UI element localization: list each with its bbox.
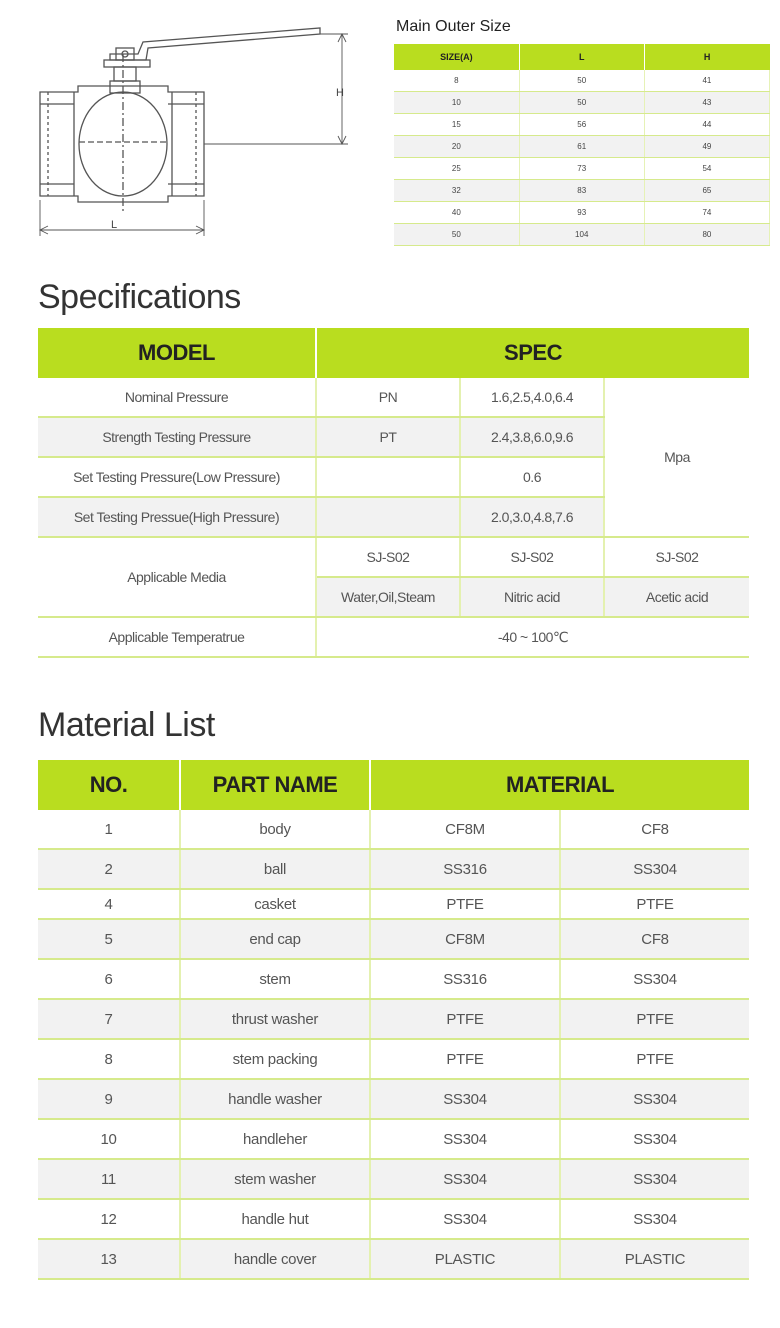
ball-valve-drawing [18, 14, 368, 244]
set-low-pressure-label: Set Testing Pressure(Low Pressure) [38, 457, 316, 497]
material-row [38, 1159, 749, 1199]
material-header-no: NO. [38, 760, 180, 810]
outer-size-header-size: SIZE(A) [394, 44, 519, 70]
outer-size-row [394, 114, 770, 136]
material-header-row [38, 760, 749, 810]
material-row [38, 999, 749, 1039]
spec-header-spec: SPEC [316, 328, 749, 378]
part-name: handleher [180, 1119, 370, 1159]
material-b: SS304 [560, 1079, 749, 1119]
outer-size-title: Main Outer Size [396, 18, 511, 35]
material-a: SS316 [370, 849, 560, 889]
size-cell: 25 [394, 158, 519, 180]
outer-size-header-row [394, 44, 770, 70]
part-name: stem packing [180, 1039, 370, 1079]
nominal-pressure-code: PN [316, 378, 460, 417]
h-cell: 44 [644, 114, 769, 136]
part-no: 5 [38, 919, 180, 959]
material-row [38, 1079, 749, 1119]
media-value-3: Acetic acid [604, 577, 749, 617]
size-cell: 20 [394, 136, 519, 158]
l-cell: 56 [519, 114, 644, 136]
set-high-pressure-value: 2.0,3.0,4.8,7.6 [460, 497, 604, 537]
l-cell: 61 [519, 136, 644, 158]
material-row [38, 1039, 749, 1079]
media-model-2: SJ-S02 [460, 537, 604, 577]
material-row [38, 1239, 749, 1279]
material-row [38, 849, 749, 889]
l-cell: 50 [519, 92, 644, 114]
part-name: ball [180, 849, 370, 889]
nominal-pressure-value: 1.6,2.5,4.0,6.4 [460, 378, 604, 417]
outer-size-row [394, 224, 770, 246]
outer-size-row [394, 70, 770, 92]
h-cell: 65 [644, 180, 769, 202]
part-no: 8 [38, 1039, 180, 1079]
media-model-1: SJ-S02 [316, 537, 460, 577]
material-b: PTFE [560, 1039, 749, 1079]
media-model-3: SJ-S02 [604, 537, 749, 577]
pressure-unit: Mpa [604, 378, 749, 537]
material-row [38, 919, 749, 959]
material-row [38, 959, 749, 999]
size-cell: 10 [394, 92, 519, 114]
outer-size-header-l: L [519, 44, 644, 70]
h-cell: 43 [644, 92, 769, 114]
spec-header-model: MODEL [38, 328, 316, 378]
outer-size-header-h: H [644, 44, 769, 70]
material-a: CF8M [370, 919, 560, 959]
part-name: handle cover [180, 1239, 370, 1279]
h-cell: 41 [644, 70, 769, 92]
nominal-pressure-label: Nominal Pressure [38, 378, 316, 417]
dimension-l-label: L [111, 219, 118, 231]
material-b: PTFE [560, 889, 749, 919]
media-value-1: Water,Oil,Steam [316, 577, 460, 617]
material-b: PTFE [560, 999, 749, 1039]
material-row [38, 1199, 749, 1239]
part-no: 6 [38, 959, 180, 999]
material-b: SS304 [560, 1159, 749, 1199]
h-cell: 54 [644, 158, 769, 180]
set-low-pressure-code [316, 457, 460, 497]
material-header-part-name: PART NAME [180, 760, 370, 810]
l-cell: 73 [519, 158, 644, 180]
material-a: PLASTIC [370, 1239, 560, 1279]
size-cell: 40 [394, 202, 519, 224]
set-high-pressure-code [316, 497, 460, 537]
part-name: casket [180, 889, 370, 919]
l-cell: 104 [519, 224, 644, 246]
part-name: stem washer [180, 1159, 370, 1199]
part-no: 12 [38, 1199, 180, 1239]
outer-size-row [394, 158, 770, 180]
set-low-pressure-value: 0.6 [460, 457, 604, 497]
l-cell: 50 [519, 70, 644, 92]
material-b: SS304 [560, 849, 749, 889]
material-header-material: MATERIAL [370, 760, 749, 810]
spec-row-temperature [38, 617, 749, 657]
material-a: SS316 [370, 959, 560, 999]
material-a: CF8M [370, 810, 560, 849]
set-high-pressure-label: Set Testing Pressue(High Pressure) [38, 497, 316, 537]
part-no: 1 [38, 810, 180, 849]
l-cell: 93 [519, 202, 644, 224]
material-row [38, 1119, 749, 1159]
material-b: SS304 [560, 959, 749, 999]
part-no: 11 [38, 1159, 180, 1199]
outer-size-row [394, 202, 770, 224]
size-cell: 50 [394, 224, 519, 246]
h-cell: 74 [644, 202, 769, 224]
l-cell: 83 [519, 180, 644, 202]
part-name: stem [180, 959, 370, 999]
material-a: PTFE [370, 999, 560, 1039]
material-b: CF8 [560, 919, 749, 959]
strength-pressure-code: PT [316, 417, 460, 457]
specifications-table [38, 328, 749, 658]
material-a: SS304 [370, 1159, 560, 1199]
part-no: 2 [38, 849, 180, 889]
material-b: CF8 [560, 810, 749, 849]
h-cell: 49 [644, 136, 769, 158]
specifications-title: Specifications [38, 278, 241, 316]
part-no: 9 [38, 1079, 180, 1119]
material-list-table [38, 760, 749, 1280]
material-a: SS304 [370, 1079, 560, 1119]
size-cell: 8 [394, 70, 519, 92]
applicable-temperature-label: Applicable Temperatrue [38, 617, 316, 657]
part-name: body [180, 810, 370, 849]
applicable-media-label: Applicable Media [38, 537, 316, 617]
dimension-h-label: H [336, 87, 344, 99]
material-list-title: Material List [38, 706, 215, 744]
strength-pressure-value: 2.4,3.8,6.0,9.6 [460, 417, 604, 457]
part-no: 13 [38, 1239, 180, 1279]
size-cell: 32 [394, 180, 519, 202]
outer-size-row [394, 180, 770, 202]
strength-pressure-label: Strength Testing Pressure [38, 417, 316, 457]
material-b: SS304 [560, 1119, 749, 1159]
material-row [38, 810, 749, 849]
part-name: thrust washer [180, 999, 370, 1039]
part-name: end cap [180, 919, 370, 959]
spec-row-media-models [38, 537, 749, 577]
material-a: SS304 [370, 1199, 560, 1239]
media-value-2: Nitric acid [460, 577, 604, 617]
material-a: PTFE [370, 889, 560, 919]
material-b: PLASTIC [560, 1239, 749, 1279]
part-name: handle hut [180, 1199, 370, 1239]
outer-size-row [394, 92, 770, 114]
applicable-temperature-value: -40 ~ 100℃ [316, 617, 749, 657]
part-no: 10 [38, 1119, 180, 1159]
material-a: SS304 [370, 1119, 560, 1159]
spec-row-nominal [38, 378, 749, 417]
material-b: SS304 [560, 1199, 749, 1239]
size-cell: 15 [394, 114, 519, 136]
part-no: 7 [38, 999, 180, 1039]
material-a: PTFE [370, 1039, 560, 1079]
part-no: 4 [38, 889, 180, 919]
spec-header-row [38, 328, 749, 378]
outer-size-table [394, 44, 770, 246]
outer-size-row [394, 136, 770, 158]
h-cell: 80 [644, 224, 769, 246]
material-row [38, 889, 749, 919]
part-name: handle washer [180, 1079, 370, 1119]
